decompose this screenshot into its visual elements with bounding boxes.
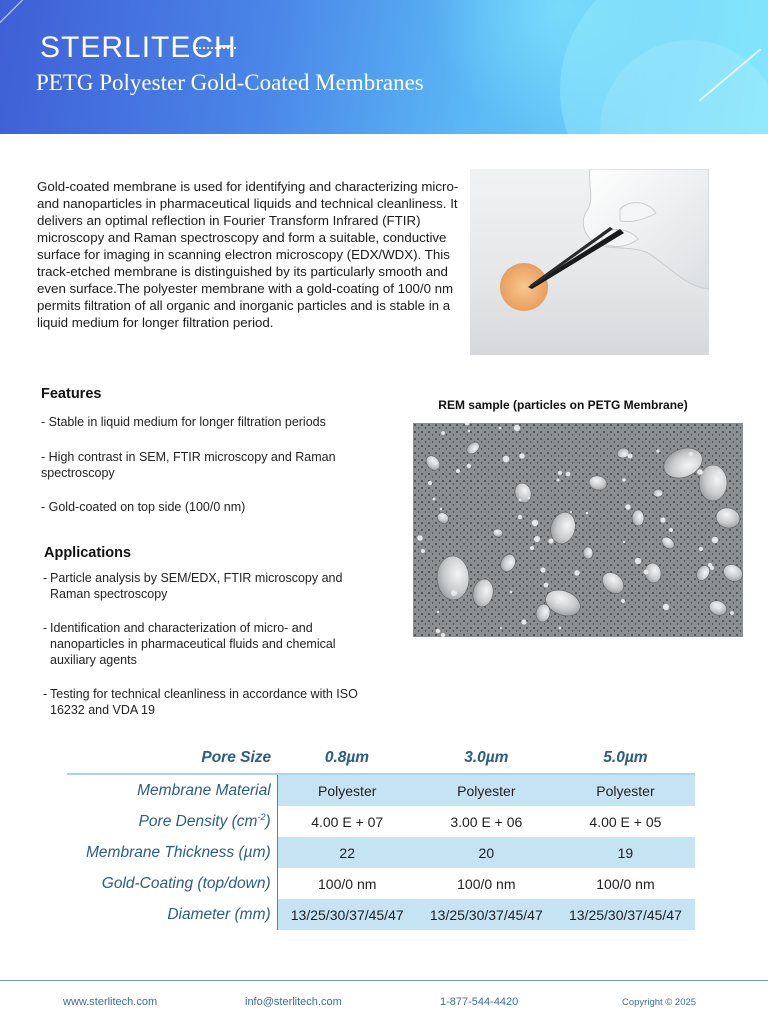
- small-particle: [500, 627, 502, 629]
- small-particle: [530, 546, 534, 550]
- small-particle: [689, 452, 693, 456]
- particle: [583, 547, 593, 559]
- small-particle: [699, 547, 703, 551]
- table-header-cell: 0.8µm: [277, 742, 417, 774]
- small-particle: [534, 536, 540, 542]
- footer-copyright: Copyright © 2025: [622, 997, 697, 1008]
- small-particle: [559, 627, 562, 630]
- footer-website-link[interactable]: www.sterlitech.com: [63, 996, 158, 1008]
- small-particle: [663, 604, 669, 610]
- row-label: Gold-Coating (top/down): [67, 868, 277, 899]
- table-cell: 3.00 E + 06: [450, 813, 523, 830]
- table-cell: 100/0 nm: [457, 875, 516, 892]
- small-particle: [428, 481, 432, 485]
- logo-dots: [196, 47, 236, 51]
- small-particle: [451, 590, 457, 596]
- row-label: Diameter (mm): [67, 899, 277, 930]
- row-label-text: Pore Density (cm: [138, 813, 258, 831]
- small-particle: [532, 520, 538, 526]
- small-particle: [456, 469, 460, 473]
- table-header-cell: Pore Size: [67, 742, 277, 774]
- table-cell: 22: [277, 837, 417, 868]
- small-particle: [697, 469, 703, 475]
- table-cell: 100/0 nm: [318, 875, 377, 892]
- small-particle: [433, 498, 436, 501]
- small-particle: [519, 453, 524, 458]
- small-particle: [417, 535, 423, 541]
- row-label: Membrane Thickness (µm): [67, 837, 277, 868]
- small-particle: [656, 449, 659, 452]
- small-particle: [628, 454, 633, 459]
- small-particle: [437, 611, 439, 613]
- sem-micrograph: [413, 423, 743, 637]
- feature-item: - Stable in liquid medium for longer filtration periods: [41, 415, 326, 429]
- table-cell: 13/25/30/37/45/47: [277, 899, 417, 930]
- small-particle: [621, 599, 625, 603]
- small-particle: [440, 508, 442, 510]
- table-cell: 13/25/30/37/45/47: [556, 899, 695, 930]
- table-cell: Polyester: [277, 774, 417, 806]
- particle: [632, 510, 644, 526]
- banner-line: [0, 0, 28, 23]
- small-particle: [519, 499, 522, 502]
- table-row: [67, 774, 695, 806]
- footer-email-link[interactable]: info@sterlitech.com: [245, 996, 342, 1008]
- small-particle: [558, 471, 562, 475]
- features-title: Features: [41, 386, 102, 402]
- application-bullet: -: [43, 571, 48, 585]
- small-particle: [503, 456, 509, 462]
- application-bullet: -: [43, 687, 48, 701]
- small-particle: [570, 511, 572, 513]
- row-label-superscript: -2: [257, 811, 266, 822]
- header-banner: [0, 0, 768, 134]
- small-particle: [441, 431, 445, 435]
- table-cell: 100/0 nm: [596, 875, 655, 892]
- small-particle: [421, 549, 425, 553]
- small-particle: [730, 611, 734, 615]
- small-particle: [622, 478, 626, 482]
- rem-caption: REM sample (particles on PETG Membrane): [438, 398, 688, 412]
- rem-sample-image: [413, 423, 743, 637]
- feature-item: - High contrast in SEM, FTIR microscopy and Raman spectroscopy: [41, 450, 336, 480]
- small-particle: [557, 479, 560, 482]
- spec-table: [67, 742, 695, 930]
- small-particle: [625, 504, 630, 509]
- small-particle: [521, 619, 526, 624]
- table-header-row: [67, 742, 695, 774]
- particle: [699, 465, 728, 501]
- application-bullet: -: [43, 621, 48, 635]
- small-particle: [518, 515, 522, 519]
- small-particle: [660, 517, 665, 522]
- small-particle: [441, 633, 445, 637]
- page-title: PETG Polyester Gold-Coated Membranes: [36, 70, 424, 95]
- table-cell: Polyester: [417, 774, 556, 806]
- small-particle: [586, 512, 589, 515]
- small-particle: [468, 430, 470, 432]
- small-particle: [556, 600, 560, 604]
- row-label-text-end: ): [265, 813, 271, 831]
- table-cell: 4.00 E + 05: [589, 813, 662, 830]
- table-header-cell: 5.0µm: [556, 742, 695, 774]
- small-particle: [540, 567, 545, 572]
- table-cell: Polyester: [556, 774, 695, 806]
- small-particle: [510, 591, 513, 594]
- small-particle: [710, 566, 714, 570]
- applications-title: Applications: [44, 545, 132, 561]
- feature-item: - Gold-coated on top side (100/0 nm): [41, 500, 246, 514]
- table-cell: 20: [417, 837, 556, 868]
- table-row: [67, 837, 695, 868]
- small-particle: [669, 528, 673, 532]
- intro-paragraph: Gold-coated membrane is used for identifying and characterizing micro- and nanoparticles in pharmaceutical liquids and technical cleanliness. It delivers an optimal reflection in Fourier Transform Infrared (FTIR) microscopy and Raman spectroscopy and form a suitable, conductive surface for imaging in scanning electron microscopy (EDX/WDX). This track-etched membrane is distinguished by its particularly smooth and even surface.The polyester membrane with a gold-coating of 100/0 nm permits filtration of all organic and inorganic particles and is stable in a liquid medium for longer filtration period.: [37, 179, 459, 330]
- small-particle: [528, 497, 530, 499]
- row-label: Membrane Material: [67, 774, 277, 806]
- table-row: [67, 806, 695, 837]
- small-particle: [467, 464, 471, 468]
- footer-phone[interactable]: 1-877-544-4420: [440, 996, 519, 1008]
- small-particle: [703, 576, 705, 578]
- hand-tweezers-illustration: [470, 169, 709, 355]
- table-header-cell: 3.0µm: [417, 742, 556, 774]
- table-cell: 19: [556, 837, 695, 868]
- small-particle: [436, 629, 440, 633]
- small-particle: [574, 570, 579, 575]
- footer-divider: [0, 980, 768, 981]
- small-particle: [712, 537, 718, 543]
- application-item: Testing for technical cleanliness in accordance with ISO 16232 and VDA 19: [50, 687, 358, 717]
- small-particle: [434, 461, 437, 464]
- application-item: Identification and characterization of micro- and nanoparticles in pharmaceutical fluids and chemical auxiliary agents: [50, 621, 336, 667]
- small-particle: [549, 539, 554, 544]
- table-row: [67, 899, 695, 930]
- small-particle: [644, 570, 649, 575]
- small-particle: [499, 427, 502, 430]
- small-particle: [566, 472, 571, 477]
- small-particle: [623, 541, 625, 543]
- small-particle: [716, 471, 722, 477]
- small-particle: [716, 604, 721, 609]
- application-item: Particle analysis by SEM/EDX, FTIR microscopy and Raman spectroscopy: [50, 571, 343, 601]
- small-particle: [544, 583, 549, 588]
- table-cell: 4.00 E + 07: [311, 813, 384, 830]
- table-cell: 13/25/30/37/45/47: [417, 899, 556, 930]
- small-particle: [514, 425, 520, 431]
- product-photo: [470, 169, 709, 355]
- row-label: [67, 806, 277, 837]
- table-row: [67, 868, 695, 899]
- company-logo: STERLITECH: [40, 31, 237, 64]
- small-particle: [635, 558, 641, 564]
